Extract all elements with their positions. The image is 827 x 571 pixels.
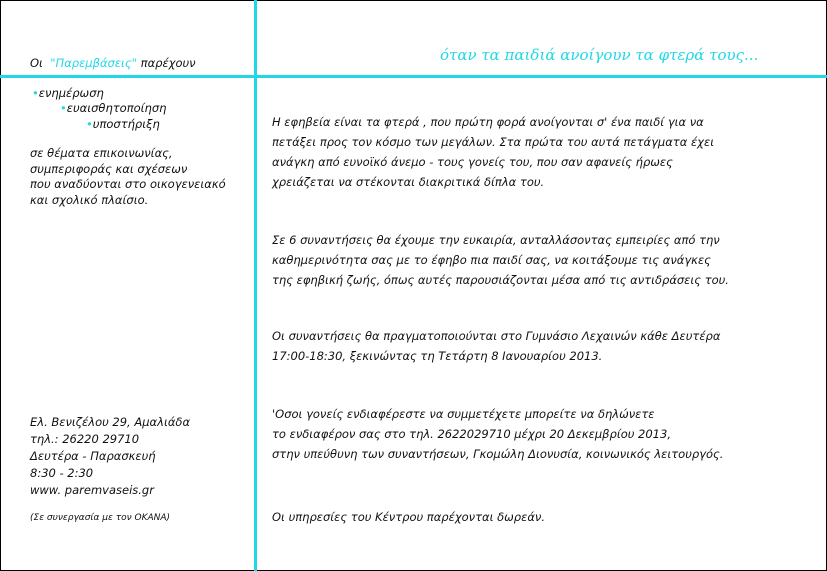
- text-line: ανάγκη από ευνοϊκό άνεμο - τους γονείς του, που σαν αφανείς ήρωες: [272, 155, 673, 169]
- bullet-icon: •: [32, 85, 39, 100]
- intro-line: [30, 56, 252, 72]
- paragraph-registration: [272, 404, 792, 464]
- text-line: χρειάζεται να στέκονται διακριτικά δίπλα του.: [272, 175, 545, 189]
- intro-prefix: Οι: [30, 56, 43, 70]
- website: www. paremvaseis.gr: [30, 483, 154, 497]
- paragraph-schedule: [272, 326, 792, 366]
- text-line: 17:00-18:30, ξεκινώντας τη Τετάρτη 8 Ιανουαρίου 2013.: [272, 349, 603, 363]
- text-line: Σε 6 συναντήσεις θα έχουμε την ευκαιρία, ανταλλάσοντας εμπειρίες από την: [272, 233, 720, 247]
- contact-info: [30, 414, 252, 499]
- paragraph-intro: [272, 112, 792, 192]
- topics-line: που αναδύονται στο οικογενειακό: [30, 177, 226, 191]
- bullet-icon: •: [86, 116, 93, 131]
- text-line: Οι συναντήσεις θα πραγματοποιούνται στο Γυμνάσιο Λεχαινών κάθε Δευτέρα: [272, 329, 721, 343]
- topics-line: και σχολικό πλαίσιο.: [30, 192, 149, 207]
- intro-suffix: παρέχουν: [140, 56, 196, 70]
- topics-line: σε θέματα επικοινωνίας,: [30, 146, 173, 160]
- working-days: Δευτέρα - Παρασκευή: [30, 449, 156, 463]
- left-column: [30, 56, 252, 208]
- collaboration-note: (Σε συνεργασία με τον ΟΚΑΝΑ): [30, 513, 171, 523]
- vertical-divider: [254, 0, 257, 571]
- text-line: Οι υπηρεσίες του Κέντρου παρέχονται δωρεάν.: [272, 510, 545, 524]
- text-line: πετάξει προς τον κόσμο των μεγάλων. Στα πρώτα του αυτά πετάγματα έχει: [272, 135, 715, 149]
- bullet-icon: •: [60, 101, 67, 115]
- text-line: της εφηβική ζωής, όπως αυτές παρουσιάζονται μέσα από τις αντιδράσεις του.: [272, 273, 729, 287]
- working-hours: 8:30 - 2:30: [30, 466, 94, 480]
- address: Ελ. Βενιζέλου 29, Αμαλιάδα: [30, 415, 191, 429]
- topics-line: συμπεριφοράς και σχέσεων: [30, 161, 188, 176]
- paragraph-meetings: [272, 230, 792, 290]
- text-line: 'Οσοι γονείς ενδιαφέρεστε να συμμετέχετε μπορείτε να δηλώνετε: [272, 407, 655, 421]
- list-item: •ενημέρωση: [32, 85, 104, 100]
- list-item: •υποστήριξη: [86, 116, 160, 131]
- text-line: στην υπεύθυνη των συναντήσεων, Γκομώλη Διονυσία, κοινωνικός λειτουργός.: [272, 447, 724, 461]
- list-item: •ευαισθητοποίηση: [60, 101, 167, 115]
- topics-text: [30, 146, 252, 208]
- phone: τηλ.: 26220 29710: [30, 432, 140, 446]
- text-line: το ενδιαφέρον σας στο τηλ. 2622029710 μέχρι 20 Δεκεμβρίου 2013,: [272, 427, 671, 441]
- brand-name: "Παρεμβάσεις": [50, 56, 137, 70]
- paragraph-free-services: [272, 507, 792, 527]
- text-line: Η εφηβεία είναι τα φτερά , που πρώτη φορά ανοίγονται σ' ένα παιδί για να: [272, 115, 704, 129]
- text-line: καθημερινότητα σας με το έφηβο πια παιδί σας, να κοιτάξουμε τις ανάγκες: [272, 253, 711, 267]
- services-list: [30, 86, 252, 133]
- slogan: όταν τα παιδιά ανοίγουν τα φτερά τους...: [440, 46, 759, 64]
